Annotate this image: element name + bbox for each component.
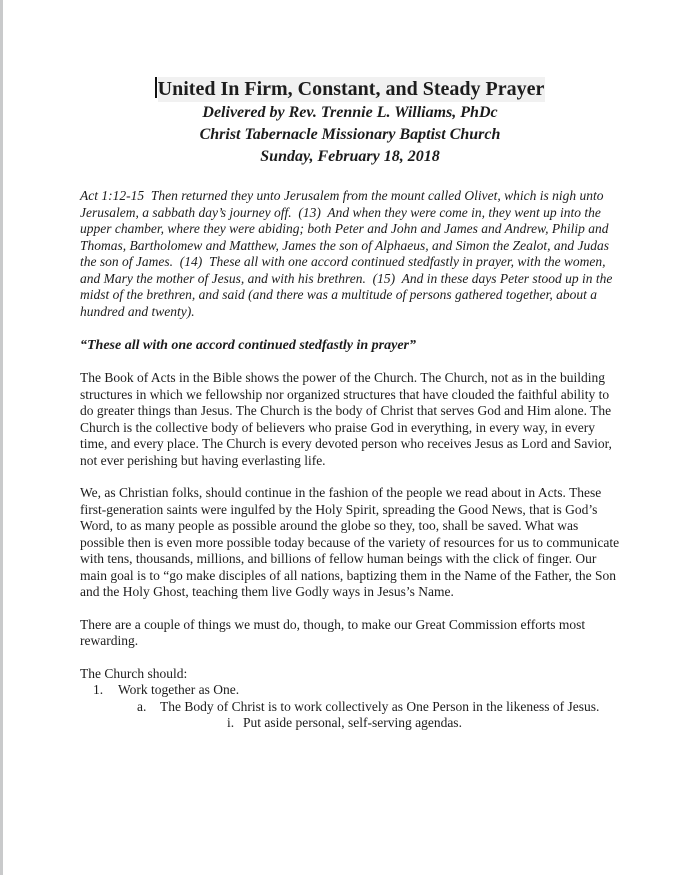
scripture-passage[interactable]: Act 1:12-15 Then returned they unto Jerusalem from the mount called Olivet, which is nigh unto Jerusalem, a sabbath day’s journey off. (13) And when they were come in, they went up into the upper chamber, where they were abiding; both Peter and John and James and Andrew, Philip and Thomas, Bartholomew and Matthew, James the son of Alphaeus, and Simon the Zealot, and Judas the son of James. (14) These all with one accord continued stedfastly in prayer, with the women, and Mary the mother of Jesus, and with his brethren. (15) And in these days Peter stood up in the midst of the brethren, and said (and there was a multitude of persons gathered together, about a hundred and twenty). [80,188,616,319]
sermon-date[interactable]: Sunday, February 18, 2018 [260,148,440,165]
outline-item-1a-text: The Body of Christ is to work collectively as One Person in the likeness of Jesus. [160,698,600,714]
outline-item-1a[interactable] [80,699,620,716]
theme-quote[interactable]: “These all with one accord continued stedfastly in prayer” [80,338,416,353]
outline-intro[interactable]: The Church should: [80,665,188,681]
document-title-line[interactable] [80,76,620,102]
document-title[interactable]: United In Firm, Constant, and Steady Prayer [157,78,545,100]
byline[interactable]: Delivered by Rev. Trennie L. Williams, PhDc [202,104,498,121]
outline-item-1-marker: 1. [93,682,104,697]
outline-item-1-text: Work together as One. [118,682,240,697]
paragraph-continue-fashion[interactable]: We, as Christian folks, should continue in the fashion of the people we read about in Acts. These first-generation saints were ingulfed by the Holy Spirit, spreading the Good News, that is God’s Word, to as many people as possible around the globe so they, too, shall be saved. What was possible then is even more possible today because of the variety of resources for us to communicate with tens, thousands, millions, and billions of fellow human beings with the click of finger. Our main goal is to “go make disciples of all nations, baptizing them in the Name of the Father, the Son and the Holy Ghost, teaching them live Godly ways in Jesus’s Name. [80,485,620,599]
page-edge-strip [0,0,3,875]
paragraph-great-commission[interactable]: There are a couple of things we must do, though, to make our Great Commission efforts most rewarding. [80,616,586,648]
paragraph-church-power[interactable]: The Book of Acts in the Bible shows the power of the Church. The Church, not as in the building structures in which we fellowship nor organized structures that have clouded the faithful ability to do greater things than Jesus. The Church is the body of Christ that serves God and Him alone. The Church is the collective body of believers who praise God in everything, in every way, in every time, and every place. The Church is every devoted person who receives Jesus as Lord and Savior, not ever perishing but having everlasting life. [80,370,612,468]
outline-item-1[interactable] [80,682,620,699]
text-cursor [155,77,157,98]
outline-item-1ai-marker: i. [227,715,235,730]
church-name[interactable]: Christ Tabernacle Missionary Baptist Church [199,126,501,143]
outline-item-1ai-text: Put aside personal, self-serving agendas. [243,715,462,730]
outline-item-1ai[interactable] [80,715,620,732]
outline-item-1a-marker: a. [137,698,147,714]
